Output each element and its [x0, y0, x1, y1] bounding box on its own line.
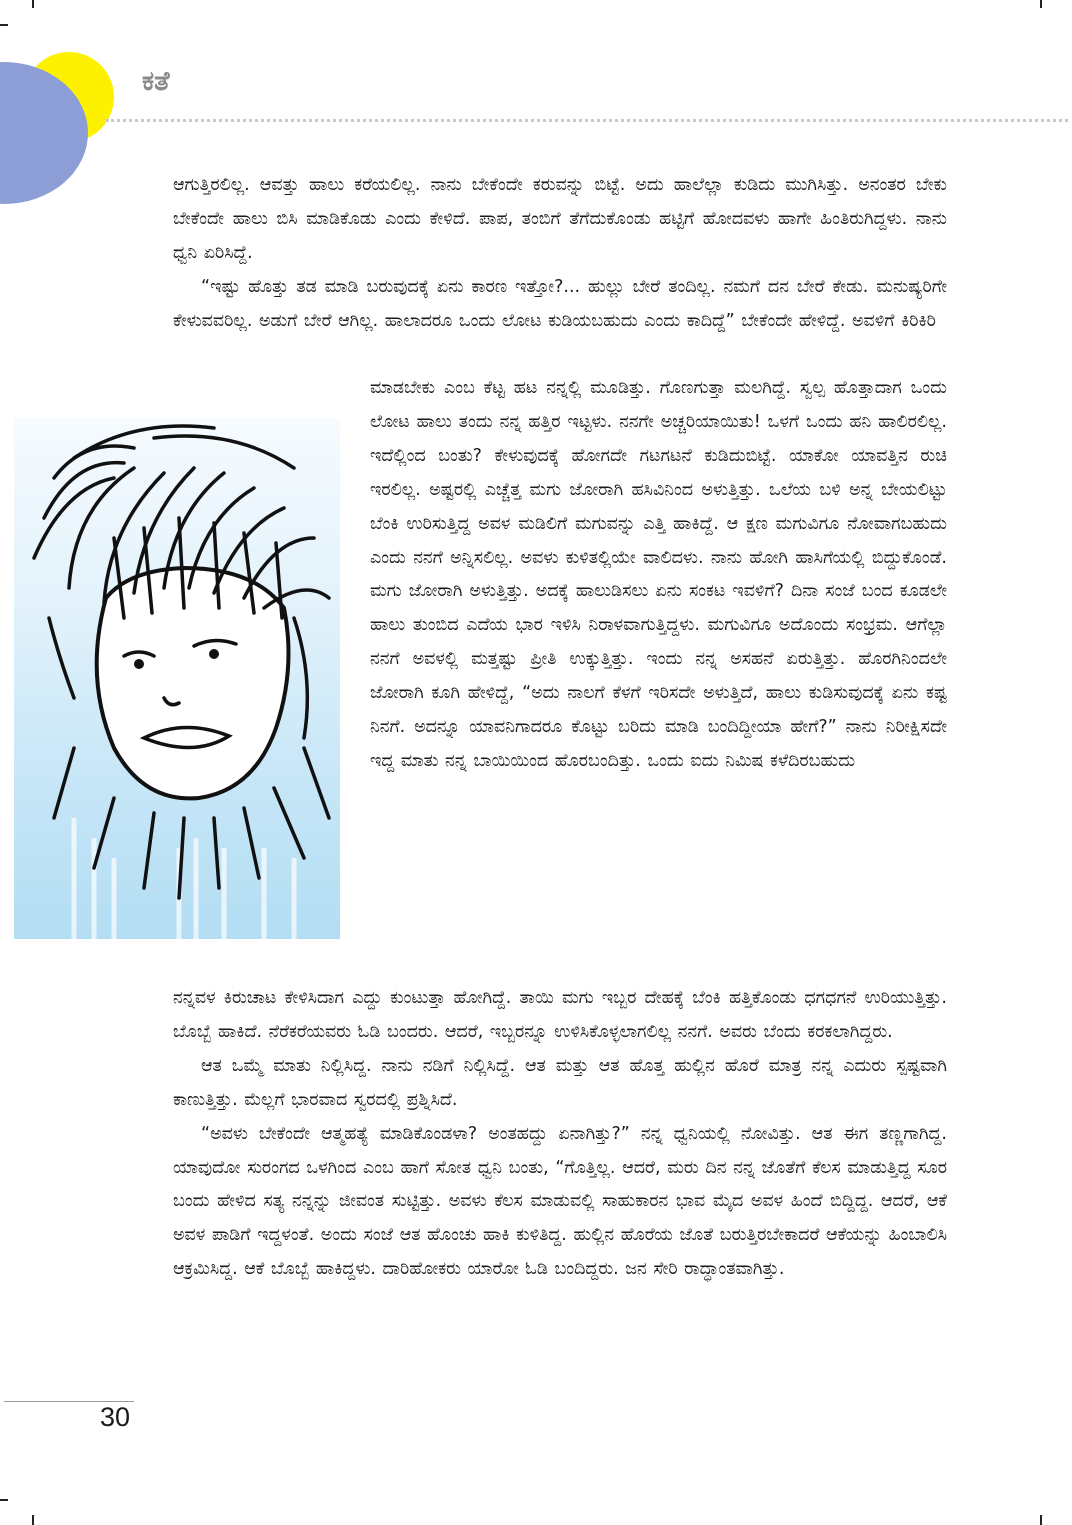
- crop-mark: [32, 0, 34, 8]
- crop-mark: [0, 1499, 8, 1501]
- text-block-bottom: [173, 982, 947, 1287]
- paragraph: ಆಗುತ್ತಿರಲಿಲ್ಲ. ಆವತ್ತು ಹಾಲು ಕರೆಯಲಿಲ್ಲ. ನಾನು ಬೇಕೆಂದೇ ಕರುವನ್ನು ಬಿಟ್ಟೆ. ಅದು ಹಾಲೆಲ್ಲಾ ಕುಡಿದು ಮುಗಿಸಿತ್ತು. ಅನಂತರ ಬೇಕು ಬೇಕೆಂದೇ ಹಾಲು ಬಿಸಿ ಮಾಡಿಕೊಡು ಎಂದು ಕೇಳಿದೆ. ಪಾಪ, ತಂಬಿಗೆ ತೆಗೆದುಕೊಂಡು ಹಟ್ಟಿಗೆ ಹೋದವಳು ಹಾಗೇ ಹಿಂತಿರುಗಿದ್ದಳು. ನಾನು ಧ್ವನಿ ಏರಿಸಿದ್ದೆ.: [173, 175, 947, 263]
- dotted-divider: [106, 119, 1068, 122]
- paragraph: “ಅವಳು ಬೇಕೆಂದೇ ಆತ್ಮಹತ್ಯೆ ಮಾಡಿಕೊಂಡಳಾ? ಅಂತಹದ್ದು ಏನಾಗಿತ್ತು?” ನನ್ನ ಧ್ವನಿಯಲ್ಲಿ ನೋವಿತ್ತು. ಆತ ಈಗ ತಣ್ಣಗಾಗಿದ್ದ. ಯಾವುದೋ ಸುರಂಗದ ಒಳಗಿಂದ ಎಂಬ ಹಾಗೆ ಸೋತ ಧ್ವನಿ ಬಂತು, “ಗೊತ್ತಿಲ್ಲ. ಆದರೆ, ಮರು ದಿನ ನನ್ನ ಜೊತೆಗೆ ಕೆಲಸ ಮಾಡುತ್ತಿದ್ದ ಸೂರ ಬಂದು ಹೇಳಿದ ಸತ್ಯ ನನ್ನನ್ನು ಜೀವಂತ ಸುಟ್ಟಿತ್ತು. ಅವಳು ಕೆಲಸ ಮಾಡುವಲ್ಲಿ ಸಾಹುಕಾರನ ಭಾವ ಮೈದ ಅವಳ ಹಿಂದೆ ಬಿದ್ದಿದ್ದ. ಆದರೆ, ಆಕೆ ಅವಳ ಪಾಡಿಗೆ ಇದ್ದಳಂತೆ. ಅಂದು ಸಂಜೆ ಆತ ಹೊಂಚು ಹಾಕಿ ಕುಳಿತಿದ್ದ. ಹುಲ್ಲಿನ ಹೊರೆಯ ಜೊತೆ ಬರುತ್ತಿರಬೇಕಾದರೆ ಆಕೆಯನ್ನು ಹಿಂಬಾಲಿಸಿ ಆಕ್ರಮಿಸಿದ್ದ. ಆಕೆ ಬೊಬ್ಬೆ ಹಾಕಿದ್ದಳು. ದಾರಿಹೋಕರು ಯಾರೋ ಓಡಿ ಬಂದಿದ್ದರು. ಜನ ಸೇರಿ ರಾದ್ಧಾಂತವಾಗಿತ್ತು.: [173, 1123, 947, 1280]
- paragraph: ಆತ ಒಮ್ಮೆ ಮಾತು ನಿಲ್ಲಿಸಿದ್ದ. ನಾನು ನಡಿಗೆ ನಿಲ್ಲಿಸಿದ್ದೆ. ಆತ ಮತ್ತು ಆತ ಹೊತ್ತ ಹುಲ್ಲಿನ ಹೊರೆ ಮಾತ್ರ ನನ್ನ ಎದುರು ಸ್ಪಷ್ಟವಾಗಿ ಕಾಣುತ್ತಿತ್ತು. ಮೆಲ್ಲಗೆ ಭಾರವಾದ ಸ್ವರದಲ್ಲಿ ಪ್ರಶ್ನಿಸಿದೆ.: [173, 1055, 947, 1110]
- sketch-face-icon: [14, 418, 340, 939]
- paragraph: ನನ್ನವಳ ಕಿರುಚಾಟ ಕೇಳಿಸಿದಾಗ ಎದ್ದು ಕುಂಟುತ್ತಾ ಹೋಗಿದ್ದೆ. ತಾಯಿ ಮಗು ಇಬ್ಬರ ದೇಹಕ್ಕೆ ಬೆಂಕಿ ಹತ್ತಿಕೊಂಡು ಧಗಧಗನೆ ಉರಿಯುತ್ತಿತ್ತು. ಬೊಬ್ಬೆ ಹಾಕಿದೆ. ನೆರೆಕರೆಯವರು ಓಡಿ ಬಂದರು. ಆದರೆ, ಇಬ್ಬರನ್ನೂ ಉಳಿಸಿಕೊಳ್ಳಲಾಗಲಿಲ್ಲ ನನಗೆ. ಅವರು ಬೆಂದು ಕರಕಲಾಗಿದ್ದರು.: [173, 988, 947, 1042]
- paragraph: “ಇಷ್ಟು ಹೊತ್ತು ತಡ ಮಾಡಿ ಬರುವುದಕ್ಕೆ ಏನು ಕಾರಣ ಇತ್ತೋ?... ಹುಲ್ಲು ಬೇರೆ ತಂದಿಲ್ಲ. ನಮಗೆ ದನ ಬೇರೆ ಕೇಡು. ಮನುಷ್ಯರಿಗೇ ಕೇಳುವವರಿಲ್ಲ. ಅಡುಗೆ ಬೇರೆ ಆಗಿಲ್ಲ. ಹಾಲಾದರೂ ಒಂದು ಲೋಟ ಕುಡಿಯಬಹುದು ಎಂದು ಕಾದಿದ್ದೆ” ಬೇಕೆಂದೇ ಹೇಳಿದ್ದೆ. ಅವಳಿಗೆ ಕಿರಿಕಿರಿ: [173, 276, 947, 331]
- section-title: ಕತೆ: [142, 66, 170, 97]
- text-block-top: [173, 169, 947, 339]
- crop-mark: [0, 24, 8, 26]
- page-number: 30: [100, 1402, 131, 1432]
- crop-mark: [32, 1515, 34, 1525]
- crop-mark: [1040, 1515, 1042, 1525]
- text-block-side: [370, 372, 947, 779]
- paragraph: ಮಾಡಬೇಕು ಎಂಬ ಕೆಟ್ಟ ಹಟ ನನ್ನಲ್ಲಿ ಮೂಡಿತ್ತು. ಗೊಣಗುತ್ತಾ ಮಲಗಿದ್ದೆ. ಸ್ವಲ್ಪ ಹೊತ್ತಾದಾಗ ಒಂದು ಲೋಟ ಹಾಲು ತಂದು ನನ್ನ ಹತ್ತಿರ ಇಟ್ಟಳು. ನನಗೇ ಅಚ್ಚರಿಯಾಯಿತು! ಒಳಗೆ ಒಂದು ಹನಿ ಹಾಲಿರಲಿಲ್ಲ. ಇದೆಲ್ಲಿಂದ ಬಂತು? ಕೇಳುವುದಕ್ಕೆ ಹೋಗದೇ ಗಟಗಟನೆ ಕುಡಿದುಬಿಟ್ಟೆ. ಯಾಕೋ ಯಾವತ್ತಿನ ರುಚಿ ಇರಲಿಲ್ಲ. ಅಷ್ಟರಲ್ಲಿ ಎಚ್ಚೆತ್ತ ಮಗು ಜೋರಾಗಿ ಹಸಿವಿನಿಂದ ಅಳುತ್ತಿತ್ತು. ಒಲೆಯ ಬಳಿ ಅನ್ನ ಬೇಯಲಿಟ್ಟು ಬೆಂಕಿ ಉರಿಸುತ್ತಿದ್ದ ಅವಳ ಮಡಿಲಿಗೆ ಮಗುವನ್ನು ಎತ್ತಿ ಹಾಕಿದ್ದೆ. ಆ ಕ್ಷಣ ಮಗುವಿಗೂ ನೋವಾಗಬಹುದು ಎಂದು ನನಗೆ ಅನ್ನಿಸಲಿಲ್ಲ. ಅವಳು ಕುಳಿತಲ್ಲಿಯೇ ವಾಲಿದಳು. ನಾನು ಹೋಗಿ ಹಾಸಿಗೆಯಲ್ಲಿ ಬಿದ್ದುಕೊಂಡೆ. ಮಗು ಜೋರಾಗಿ ಅಳುತ್ತಿತ್ತು. ಅದಕ್ಕೆ ಹಾಲುಡಿಸಲು ಏನು ಸಂಕಟ ಇವಳಿಗೆ? ದಿನಾ ಸಂಜೆ ಬಂದ ಕೂಡಲೇ ಹಾಲು ತುಂಬಿದ ಎದೆಯ ಭಾರ ಇಳಿಸಿ ನಿರಾಳವಾಗುತ್ತಿದ್ದಳು. ಮಗುವಿಗೂ ಅದೊಂದು ಸಂಭ್ರಮ. ಆಗೆಲ್ಲಾ ನನಗೆ ಅವಳಲ್ಲಿ ಮತ್ತಷ್ಟು ಪ್ರೀತಿ ಉಕ್ಕುತ್ತಿತ್ತು. ಇಂದು ನನ್ನ ಅಸಹನೆ ಏರುತ್ತಿತ್ತು. ಹೊರಗಿನಿಂದಲೇ ಜೋರಾಗಿ ಕೂಗಿ ಹೇಳಿದ್ದೆ, “ಅದು ನಾಲಗೆ ಕೆಳಗೆ ಇರಿಸದೇ ಅಳುತ್ತಿದೆ, ಹಾಲು ಕುಡಿಸುವುದಕ್ಕೆ ಏನು ಕಷ್ಟ ನಿನಗೆ. ಅದನ್ನೂ ಯಾವನಿಗಾದರೂ ಕೊಟ್ಟು ಬರಿದು ಮಾಡಿ ಬಂದಿದ್ದೀಯಾ ಹೇಗೆ?” ನಾನು ನಿರೀಕ್ಷಿಸದೇ ಇದ್ದ ಮಾತು ನನ್ನ ಬಾಯಿಯಿಂದ ಹೊರಬಂದಿತ್ತು. ಒಂದು ಐದು ನಿಮಿಷ ಕಳೆದಿರಬಹುದು: [370, 378, 947, 771]
- crop-mark: [1040, 0, 1042, 8]
